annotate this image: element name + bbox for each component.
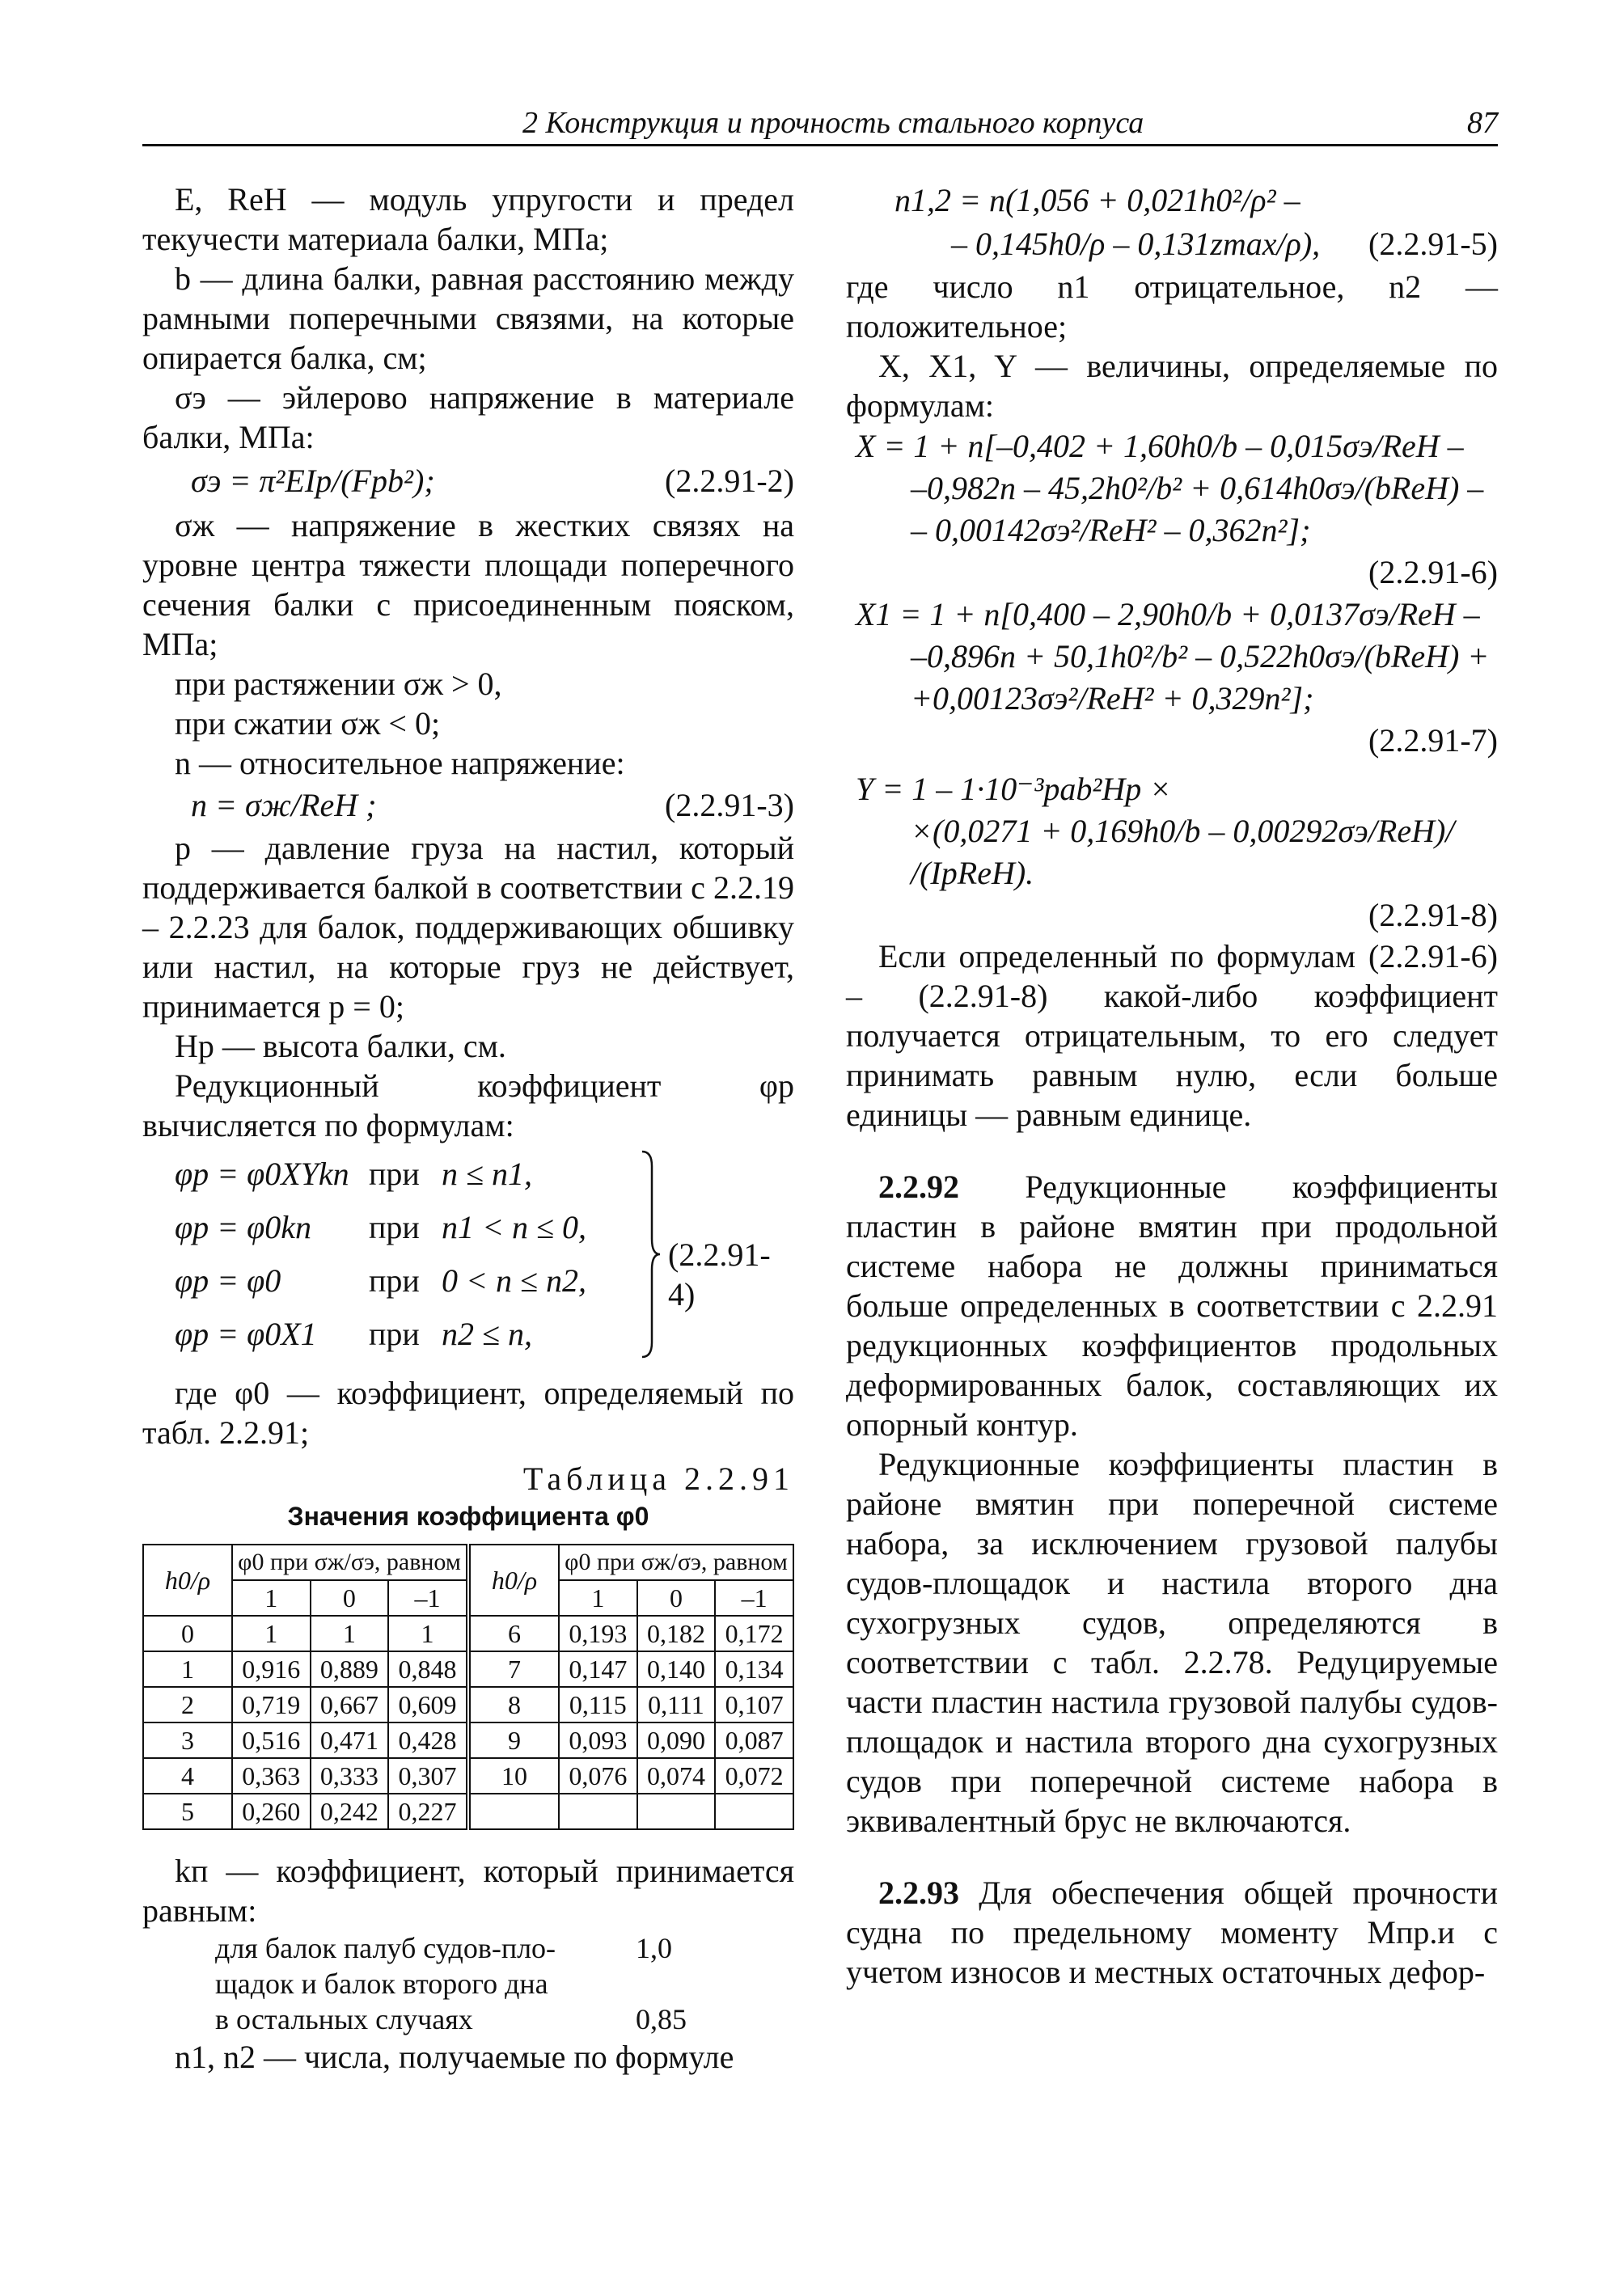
table-row [143, 1687, 793, 1722]
cell: 0,193 [559, 1616, 637, 1651]
formula-number: (2.2.91-8) [1368, 897, 1498, 933]
section-text: Для обеспечения общей прочности судна по предельному моменту Mпр.и с учетом износов и местных остаточных дефор- [846, 1875, 1498, 1990]
formula-2-2-91-8-line1: Y = 1 – 1·10⁻³pab²Hр × [856, 771, 1172, 807]
formula-2-2-91-5-line1: n1,2 = n(1,056 + 0,021h0²/ρ² – [894, 182, 1300, 218]
def-hr: Hр — высота балки, см. [175, 1028, 506, 1064]
cell [715, 1794, 793, 1829]
formula-text: n = σж/RеН ; [191, 787, 377, 823]
col-header-h0-rho: h0/ρ [143, 1545, 232, 1616]
phi0-table [142, 1544, 794, 1830]
section-text: Редукционные коэффициенты пластин в районе вмятин при продольной системе набора не должны приниматься больше определенных в соответствии с 2.2.91 редукционных коэффициентов продольных деформированных балок, составляющих их опорный контур. [846, 1169, 1498, 1443]
formula-text: – 0,145h0/ρ – 0,131zmax/ρ), [951, 226, 1321, 262]
cell: 1 [232, 1616, 311, 1651]
table-label: Таблица 2.2.91 [522, 1460, 794, 1497]
formula-number: (2.2.91-4) [668, 1236, 771, 1312]
system-lhs: φр = φ0X1 [175, 1316, 317, 1352]
formula-system-2-2-91-4 [142, 1150, 794, 1368]
cell: 0,471 [311, 1722, 389, 1758]
formula-2-2-91-6-line1: X = 1 + n[–0,402 + 1,60h0/b – 0,015σэ/RеН – [856, 428, 1464, 464]
system-word: при [369, 1209, 420, 1245]
kp-value: 0,85 [636, 2003, 687, 2035]
cell: 0,134 [715, 1651, 793, 1687]
def-p: p — давление груза на настил, который поддерживается балкой в соответствии с 2.2.19 – 2.2.23 для балок, поддерживающих обшивку или настил, на которые груз не действует, принимается p = 0; [142, 830, 794, 1025]
formula-2-2-91-7-line3: +0,00123σэ²/RеН² + 0,329n²]; [911, 680, 1314, 716]
xy-intro: X, X1, Y — величины, определяемые по формулам: [846, 348, 1498, 424]
section-2-2-93 [846, 1873, 1498, 1992]
cell: 0,140 [637, 1651, 716, 1687]
cell: 0,074 [637, 1758, 716, 1794]
cell: 5 [143, 1794, 232, 1829]
system-row [175, 1257, 586, 1305]
formula-number: (2.2.91-5) [1368, 226, 1498, 262]
cell [637, 1794, 716, 1829]
cell: 1 [388, 1616, 468, 1651]
cell: 0,072 [715, 1758, 793, 1794]
cell: 0,916 [232, 1651, 311, 1687]
formula-number: (2.2.91-6) [1368, 554, 1498, 590]
subheader: –1 [388, 1580, 468, 1616]
cell: 0,889 [311, 1651, 389, 1687]
cell: 6 [468, 1616, 559, 1651]
system-word: при [369, 1262, 420, 1299]
col-header-h0-rho: h0/ρ [468, 1545, 559, 1616]
formula-number: (2.2.91-2) [665, 463, 794, 499]
cell: 0,719 [232, 1687, 311, 1722]
list-item [215, 1966, 794, 2001]
formula-2-2-91-8-line2: ×(0,0271 + 0,169h0/b – 0,00292σэ/RеН)/ [911, 813, 1455, 849]
list-item [215, 2001, 794, 2037]
transverse-system-note: Редукционные коэффициенты пластин в районе вмятин при поперечной системе набора, за исключением грузовой палубы судов-площадок и настила второго дна сухогрузных судов, определяются в соответствии с табл. 2.2.78. Редуцируемые части пластин настила грузовой палубы судов-площадок и настила второго дна сухогрузных судов при поперечной системе набора в эквивалентный брус не включаются. [846, 1446, 1498, 1839]
kp-label: в остальных случаях [215, 2003, 473, 2035]
kp-label: для балок палуб судов-пло- [215, 1932, 556, 1964]
cell: 0,307 [388, 1758, 468, 1794]
right-brace-icon [641, 1150, 662, 1359]
system-row [175, 1150, 532, 1198]
formula-number: (2.2.91-3) [665, 787, 794, 823]
system-row [175, 1203, 586, 1252]
kp-values [142, 1930, 794, 2037]
reduction-coef-intro: Редукционный коэффициент φр вычисляется по формулам: [142, 1067, 794, 1143]
cell: 0,093 [559, 1722, 637, 1758]
table-title: Значения коэффициента φ0 [287, 1502, 649, 1531]
system-lhs: φр = φ0XYkп [175, 1156, 349, 1192]
formula-2-2-91-6-line3: – 0,00142σэ²/RеН² – 0,362n²]; [911, 512, 1311, 548]
formula-2-2-91-7-line1: X1 = 1 + n[0,400 – 2,90h0/b + 0,0137σэ/RеН – [856, 596, 1480, 632]
cell: 0,242 [311, 1794, 389, 1829]
left-column [142, 180, 794, 2077]
cell: 0,609 [388, 1687, 468, 1722]
system-word: при [369, 1156, 420, 1192]
formula-2-2-91-8-line3: /(IрRеН). [911, 855, 1034, 891]
system-cond: n2 ≤ n, [442, 1316, 532, 1352]
cell: 0,182 [637, 1616, 716, 1651]
running-header [142, 99, 1498, 146]
formula-2-2-91-7-line2: –0,896n + 50,1h0²/b² – 0,522h0σэ/(bRеН) + [911, 638, 1490, 674]
def-sigma-zh: σж — напряжение в жестких связях на уровне центра тяжести площади поперечного сечения балки с присоединенным пояском, МПа; [142, 507, 794, 662]
system-word: при [369, 1316, 420, 1352]
system-cond: n1 < n ≤ 0, [442, 1209, 586, 1245]
cell: 0,667 [311, 1687, 389, 1722]
compression-note: при сжатии σж < 0; [175, 705, 441, 742]
col-header-phi0-group: φ0 при σж/σэ, равном [559, 1545, 793, 1580]
kp-label: щадок и балок второго дна [215, 1968, 548, 2000]
cell: 8 [468, 1687, 559, 1722]
cell: 0,227 [388, 1794, 468, 1829]
subheader: 0 [637, 1580, 716, 1616]
def-e-reh: E, RеН — модуль упругости и предел текучести материала балки, МПа; [142, 181, 794, 257]
system-cond: 0 < n ≤ n2, [442, 1262, 586, 1299]
cell: 0,848 [388, 1651, 468, 1687]
subheader: –1 [715, 1580, 793, 1616]
table-row [143, 1758, 793, 1794]
system-row [175, 1310, 532, 1359]
def-n: n — относительное напряжение: [175, 745, 625, 781]
cell: 4 [143, 1758, 232, 1794]
cell: 1 [311, 1616, 389, 1651]
formula-2-2-91-2 [142, 457, 794, 505]
subheader: 1 [559, 1580, 637, 1616]
header-title: 2 Конструкция и прочность стального корпуса [522, 106, 1144, 140]
cell: 0,428 [388, 1722, 468, 1758]
table-row [143, 1616, 793, 1651]
system-lhs: φр = φ0kп [175, 1209, 312, 1245]
formula-2-2-91-6-line2: –0,982n – 45,2h0²/b² + 0,614h0σэ/(bRеН) – [911, 470, 1484, 506]
cell: 0,076 [559, 1758, 637, 1794]
formula-2-2-91-3 [142, 783, 794, 828]
cell: 9 [468, 1722, 559, 1758]
formula-number: (2.2.91-7) [1368, 722, 1498, 759]
subheader: 1 [232, 1580, 311, 1616]
cell: 0,111 [637, 1687, 716, 1722]
system-lhs: φр = φ0 [175, 1262, 281, 1299]
table-row [143, 1722, 793, 1758]
def-b: b — длина балки, равная расстоянию между рамными поперечными связями, на которые опирается балка, см; [142, 260, 794, 376]
table-header-row [143, 1545, 793, 1580]
def-sigma-e: σэ — эйлерово напряжение в материале балки, МПа: [142, 379, 794, 455]
kp-value: 1,0 [636, 1932, 672, 1964]
cell: 0,333 [311, 1758, 389, 1794]
page-number: 87 [1467, 106, 1498, 140]
cell: 0,115 [559, 1687, 637, 1722]
cell: 10 [468, 1758, 559, 1794]
col-header-phi0-group: φ0 при σж/σэ, равном [232, 1545, 468, 1580]
cell: 7 [468, 1651, 559, 1687]
cell [559, 1794, 637, 1829]
cell: 1 [143, 1651, 232, 1687]
cell: 0,260 [232, 1794, 311, 1829]
cell: 0,172 [715, 1616, 793, 1651]
cell: 0,516 [232, 1722, 311, 1758]
right-column [846, 180, 1498, 1992]
system-cond: n ≤ n1, [442, 1156, 532, 1192]
formula-text: σэ = π²EIр/(Fрb²); [191, 463, 435, 499]
cell: 0,147 [559, 1651, 637, 1687]
cell: 0,087 [715, 1722, 793, 1758]
subheader: 0 [311, 1580, 389, 1616]
cell: 2 [143, 1687, 232, 1722]
table-row [143, 1794, 793, 1829]
def-kp: kп — коэффициент, который принимается равным: [142, 1853, 794, 1929]
section-number: 2.2.92 [878, 1169, 959, 1205]
cell: 0,090 [637, 1722, 716, 1758]
section-2-2-92 [846, 1167, 1498, 1444]
cell [468, 1794, 559, 1829]
cell: 0,363 [232, 1758, 311, 1794]
section-number: 2.2.93 [878, 1875, 959, 1911]
n1-n2-sign-note: где число n1 отрицательное, n2 — положительное; [846, 268, 1498, 344]
cell: 0,107 [715, 1687, 793, 1722]
formula-2-2-91-5-line2 [846, 222, 1498, 267]
cell: 3 [143, 1722, 232, 1758]
negative-coef-note: Если определенный по формулам (2.2.91-6) – (2.2.91-8) какой-либо коэффициент получается отрицательным, то его следует принимать равным нулю, если больше единицы — равным единице. [846, 938, 1498, 1133]
tension-note: при растяжении σж > 0, [175, 666, 502, 702]
cell: 0 [143, 1616, 232, 1651]
list-item [215, 1930, 794, 1966]
def-phi0: где φ0 — коэффициент, определяемый по табл. 2.2.91; [142, 1375, 794, 1451]
table-row [143, 1651, 793, 1687]
def-n1-n2: n1, n2 — числа, получаемые по формуле [175, 2039, 734, 2075]
